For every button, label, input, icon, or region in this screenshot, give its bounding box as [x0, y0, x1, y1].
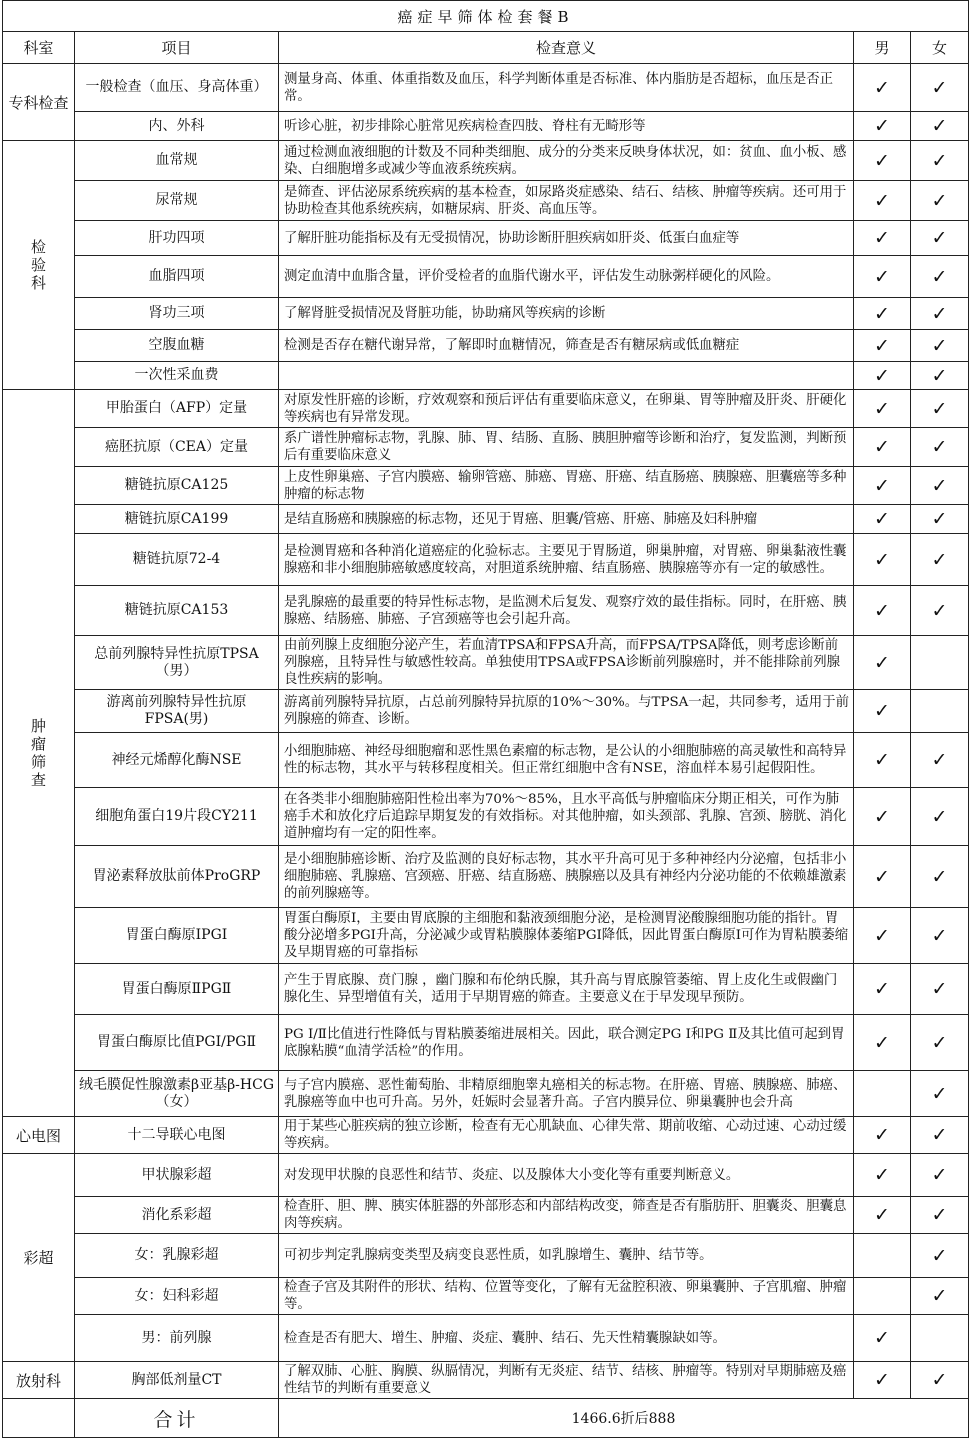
- table-row: [3, 298, 969, 330]
- department-cell: 放射科: [3, 1362, 75, 1399]
- female-check-cell: [911, 64, 969, 112]
- table-row: [3, 141, 969, 181]
- meaning-cell: 由前列腺上皮细胞分泌产生，若血清TPSA和FPSA升高，而FPSA/TPSA降低，则考虑诊断前列腺癌，且特异性与敏感性较高。单独使用TPSA或FPSA诊断前列腺癌时，并不能排除前列腺良性疾病的影响。: [279, 636, 854, 690]
- table-row: [3, 330, 969, 362]
- department-cell: 心电图: [3, 1117, 75, 1154]
- female-check-cell: [911, 428, 969, 467]
- checkmark-icon: ✓: [874, 1327, 890, 1349]
- checkmark-icon: ✓: [874, 1369, 890, 1391]
- checkmark-icon: ✓: [931, 1244, 948, 1267]
- female-check-cell: [911, 141, 969, 181]
- checkmark-icon: ✓: [931, 115, 948, 137]
- meaning-cell: 检查是否有肥大、增生、肿瘤、炎症、囊肿、结石、先天性精囊腺缺如等。: [279, 1315, 854, 1362]
- female-check-cell: [911, 505, 969, 534]
- male-check-cell: [854, 221, 911, 256]
- meaning-cell: 听诊心脏，初步排除心脏常见疾病检查四肢、脊柱有无畸形等: [279, 112, 854, 141]
- item-cell: 女：妇科彩超: [75, 1278, 279, 1315]
- meaning-cell: 检查子宫及其附件的形状、结构、位置等变化，了解有无盆腔积液、卵巢囊肿、子宫肌瘤、肿瘤等。: [279, 1278, 854, 1315]
- table-row: [3, 221, 969, 256]
- checkmark-icon: ✓: [931, 1124, 948, 1146]
- checkmark-icon: ✓: [931, 149, 948, 172]
- meaning-cell: 上皮性卵巢癌、子宫内膜癌、输卵管癌、肺癌、胃癌、肝癌、结直肠癌、胰腺癌、胆囊癌等多种肿瘤的标志物: [279, 467, 854, 505]
- meaning-cell: 胃蛋白酶原Ⅰ，主要由胃底腺的主细胞和黏液颈细胞分泌，是检测胃泌酸腺细胞功能的指针。胃酸分泌增多PGⅠ升高，分泌减少或胃粘膜腺体萎缩PGⅠ降低，因此胃蛋白酶原Ⅰ可作为胃粘膜萎缩及早期胃癌的可靠指标: [279, 908, 854, 964]
- male-check-cell: [854, 1154, 911, 1197]
- item-cell: 胃蛋白酶原ⅡPGⅡ: [75, 964, 279, 1015]
- checkmark-icon: ✓: [874, 149, 890, 172]
- checkmark-icon: ✓: [874, 1124, 890, 1146]
- male-check-cell: [854, 908, 911, 964]
- male-check-cell: [854, 64, 911, 112]
- header-item: 项目: [75, 32, 279, 64]
- table-row: [3, 362, 969, 390]
- item-cell: 内、外科: [75, 112, 279, 141]
- table-row: [3, 390, 969, 428]
- male-check-cell: [854, 390, 911, 428]
- item-cell: 空腹血糖: [75, 330, 279, 362]
- meaning-cell: 用于某些心脏疾病的独立诊断，检查有无心肌缺血、心律失常、期前收缩、心动过速、心动过缓等疾病。: [279, 1117, 854, 1154]
- item-cell: 肝功四项: [75, 221, 279, 256]
- checkmark-icon: ✓: [931, 508, 948, 530]
- item-cell: 肾功三项: [75, 298, 279, 330]
- item-cell: 绒毛膜促性腺激素β亚基β-HCG（女）: [75, 1071, 279, 1117]
- title-row: [3, 1, 969, 32]
- male-check-cell: [854, 181, 911, 221]
- checkmark-icon: ✓: [874, 436, 890, 458]
- checkmark-icon: ✓: [931, 397, 948, 420]
- male-check-cell: [854, 788, 911, 846]
- department-cell: 专科检查: [3, 64, 75, 141]
- checkmark-icon: ✓: [874, 189, 890, 212]
- female-check-cell: [911, 1015, 969, 1071]
- checkmark-icon: ✓: [931, 1082, 948, 1105]
- meaning-cell: 可初步判定乳腺病变类型及病变良恶性质，如乳腺增生、囊肿、结节等。: [279, 1234, 854, 1278]
- table-row: [3, 64, 969, 112]
- checkmark-icon: ✓: [931, 364, 948, 387]
- checkmark-icon: ✓: [874, 334, 890, 357]
- meaning-cell: 小细胞肺癌、神经母细胞瘤和恶性黑色素瘤的标志物，是公认的小细胞肺癌的高灵敏性和高特异性的标志物，其水平与转移程度相关。但正常红细胞中含有NSE，溶血样本易引起假阳性。: [279, 733, 854, 788]
- checkmark-icon: ✓: [874, 924, 890, 947]
- female-check-cell: [911, 1117, 969, 1154]
- female-check-cell: [911, 256, 969, 298]
- female-check-cell: [911, 636, 969, 690]
- header-dept: 科室: [3, 32, 75, 64]
- checkmark-icon: ✓: [874, 1164, 890, 1186]
- item-cell: 糖链抗原CA153: [75, 586, 279, 636]
- item-cell: 糖链抗原72-4: [75, 534, 279, 586]
- item-cell: 血常规: [75, 141, 279, 181]
- male-check-cell: [854, 1362, 911, 1399]
- checkmark-icon: ✓: [874, 115, 890, 137]
- meaning-cell: 是检测胃癌和各种消化道癌症的化验标志。主要见于胃肠道，卵巢肿瘤，对胃癌、卵巢黏液性囊腺癌和非小细胞肺癌敏感度较高，对胆道系统肿瘤、结直肠癌、胰腺癌等亦有一定的敏感性。: [279, 534, 854, 586]
- male-check-cell: [854, 1234, 911, 1278]
- checkmark-icon: ✓: [931, 924, 948, 947]
- table-row: [3, 1362, 969, 1399]
- item-cell: 糖链抗原CA199: [75, 505, 279, 534]
- total-spacer: [3, 1399, 75, 1438]
- female-check-cell: [911, 1278, 969, 1315]
- header-female: 女: [911, 32, 969, 64]
- meaning-cell: 通过检测血液细胞的计数及不同种类细胞、成分的分类来反映身体状况，如：贫血、血小板、感染、白细胞增多或减少等血液系统疾病。: [279, 141, 854, 181]
- table-row: [3, 467, 969, 505]
- table-body: [3, 64, 969, 1399]
- item-cell: 尿常规: [75, 181, 279, 221]
- table-row: [3, 1278, 969, 1315]
- table-row: [3, 964, 969, 1015]
- item-cell: 胃蛋白酶原比值PGⅠ/PGⅡ: [75, 1015, 279, 1071]
- table-row: [3, 1117, 969, 1154]
- item-cell: 女：乳腺彩超: [75, 1234, 279, 1278]
- meaning-cell: 检查肝、胆、脾、胰实体脏器的外部形态和内部结构改变，筛查是否有脂肪肝、胆囊炎、胆囊息肉等疾病。: [279, 1197, 854, 1234]
- female-check-cell: [911, 846, 969, 908]
- table-row: [3, 1315, 969, 1362]
- checkmark-icon: ✓: [931, 436, 948, 458]
- meaning-cell: PG Ⅰ/Ⅱ比值进行性降低与胃粘膜萎缩进展相关。因此，联合测定PG Ⅰ和PG Ⅱ及其比值可起到胃底腺粘膜“血清学活检”的作用。: [279, 1015, 854, 1071]
- female-check-cell: [911, 1197, 969, 1234]
- checkmark-icon: ✓: [874, 805, 890, 828]
- table-row: [3, 112, 969, 141]
- table-row: [3, 1071, 969, 1117]
- checkmark-icon: ✓: [874, 749, 890, 771]
- checkmark-icon: ✓: [931, 805, 948, 828]
- checkmark-icon: ✓: [931, 1204, 948, 1226]
- male-check-cell: [854, 467, 911, 505]
- item-cell: 男：前列腺: [75, 1315, 279, 1362]
- female-check-cell: [911, 964, 969, 1015]
- meaning-cell: 对发现甲状腺的良恶性和结节、炎症、以及腺体大小变化等有重要判断意义。: [279, 1154, 854, 1197]
- female-check-cell: [911, 586, 969, 636]
- male-check-cell: [854, 534, 911, 586]
- item-cell: 游离前列腺特异性抗原FPSA(男): [75, 690, 279, 733]
- checkmark-icon: ✓: [931, 1285, 948, 1307]
- checkmark-icon: ✓: [874, 1031, 890, 1054]
- meaning-cell: 是乳腺癌的最重要的特异性标志物，是监测术后复发、观察疗效的最佳指标。同时，在肝癌、胰腺癌、结肠癌、肺癌、子宫颈癌等也会引起升高。: [279, 586, 854, 636]
- female-check-cell: [911, 733, 969, 788]
- table-row: [3, 181, 969, 221]
- male-check-cell: [854, 1071, 911, 1117]
- checkmark-icon: ✓: [931, 1164, 948, 1186]
- female-check-cell: [911, 362, 969, 390]
- meaning-cell: 测定血清中血脂含量，评价受检者的血脂代谢水平，评估发生动脉粥样硬化的风险。: [279, 256, 854, 298]
- female-check-cell: [911, 788, 969, 846]
- female-check-cell: [911, 298, 969, 330]
- male-check-cell: [854, 846, 911, 908]
- total-label: 合计: [75, 1399, 279, 1438]
- male-check-cell: [854, 1315, 911, 1362]
- checkmark-icon: ✓: [874, 474, 890, 497]
- meaning-cell: 对原发性肝癌的诊断，疗效观察和预后评估有重要临床意义，在卵巢、胃等肿瘤及肝炎、肝硬化等疾病也有异常发现。: [279, 390, 854, 428]
- checkmark-icon: ✓: [931, 548, 948, 571]
- checkmark-icon: ✓: [931, 189, 948, 212]
- meaning-cell: 测量身高、体重、体重指数及血压，科学判断体重是否标准、体内脂肪是否超标，血压是否正常。: [279, 64, 854, 112]
- checkmark-icon: ✓: [931, 599, 948, 622]
- meaning-cell: 是结直肠癌和胰腺癌的标志物，还见于胃癌、胆囊/管癌、肝癌、肺癌及妇科肿瘤: [279, 505, 854, 534]
- female-check-cell: [911, 690, 969, 733]
- checkmark-icon: ✓: [874, 700, 890, 722]
- meaning-cell: 系广谱性肿瘤标志物，乳腺、肺、胃、结肠、直肠、胰胆肿瘤等诊断和治疗，复发监测，判断预后有重要临床意义: [279, 428, 854, 467]
- male-check-cell: [854, 362, 911, 390]
- table-title: 癌症早筛体检套餐B: [3, 1, 969, 32]
- item-cell: 甲状腺彩超: [75, 1154, 279, 1197]
- female-check-cell: [911, 112, 969, 141]
- male-check-cell: [854, 330, 911, 362]
- meaning-cell: 了解肝脏功能指标及有无受损情况，协助诊断肝胆疾病如肝炎、低蛋白血症等: [279, 221, 854, 256]
- department-cell: 检验科: [3, 141, 75, 390]
- male-check-cell: [854, 428, 911, 467]
- checkmark-icon: ✓: [874, 599, 890, 622]
- table-row: [3, 534, 969, 586]
- checkmark-icon: ✓: [874, 227, 890, 249]
- meaning-cell: 是筛查、评估泌尿系统疾病的基本检查，如尿路炎症感染、结石、结核、肿瘤等疾病。还可用于协助检查其他系统疾病，如糖尿病、肝炎、高血压等。: [279, 181, 854, 221]
- female-check-cell: [911, 908, 969, 964]
- meaning-cell: 产生于胃底腺、贲门腺 ，幽门腺和布伦纳氏腺，其升高与胃底腺管萎缩、胃上皮化生或假幽门腺化生、异型增值有关，适用于早期胃癌的筛查。主要意义在于早发现早预防。: [279, 964, 854, 1015]
- item-cell: 胸部低剂量CT: [75, 1362, 279, 1399]
- item-cell: 细胞角蛋白19片段CY211: [75, 788, 279, 846]
- checkmark-icon: ✓: [874, 508, 890, 530]
- female-check-cell: [911, 1362, 969, 1399]
- male-check-cell: [854, 733, 911, 788]
- female-check-cell: [911, 181, 969, 221]
- item-cell: 糖链抗原CA125: [75, 467, 279, 505]
- female-check-cell: [911, 330, 969, 362]
- checkmark-icon: ✓: [931, 865, 948, 888]
- checkmark-icon: ✓: [931, 1031, 948, 1054]
- checkmark-icon: ✓: [931, 334, 948, 357]
- checkmark-icon: ✓: [874, 1204, 890, 1226]
- table-row: [3, 1234, 969, 1278]
- meaning-cell: 与子宫内膜癌、恶性葡萄胎、非精原细胞睾丸癌相关的标志物。在肝癌、胃癌、胰腺癌、肺癌、乳腺癌等血中也可升高。另外，妊娠时会显著升高。子宫内膜异位、卵巢囊肿也会升高: [279, 1071, 854, 1117]
- checkmark-icon: ✓: [874, 548, 890, 571]
- item-cell: 总前列腺特异性抗原TPSA（男）: [75, 636, 279, 690]
- exam-package-table: [2, 0, 969, 1438]
- male-check-cell: [854, 636, 911, 690]
- meaning-cell: [279, 362, 854, 390]
- male-check-cell: [854, 1015, 911, 1071]
- table-row: [3, 1197, 969, 1234]
- male-check-cell: [854, 1278, 911, 1315]
- meaning-cell: 了解肾脏受损情况及肾脏功能，协助痛风等疾病的诊断: [279, 298, 854, 330]
- male-check-cell: [854, 505, 911, 534]
- table-row: [3, 908, 969, 964]
- item-cell: 神经元烯醇化酶NSE: [75, 733, 279, 788]
- table-row: [3, 636, 969, 690]
- male-check-cell: [854, 1197, 911, 1234]
- checkmark-icon: ✓: [874, 865, 890, 888]
- checkmark-icon: ✓: [874, 76, 890, 99]
- department-cell: 肿瘤筛查: [3, 390, 75, 1117]
- checkmark-icon: ✓: [931, 76, 948, 99]
- item-cell: 胃泌素释放肽前体ProGRP: [75, 846, 279, 908]
- item-cell: 甲胎蛋白（AFP）定量: [75, 390, 279, 428]
- total-row: [3, 1399, 969, 1438]
- male-check-cell: [854, 586, 911, 636]
- table-row: [3, 428, 969, 467]
- table-row: [3, 256, 969, 298]
- item-cell: 血脂四项: [75, 256, 279, 298]
- female-check-cell: [911, 1234, 969, 1278]
- female-check-cell: [911, 221, 969, 256]
- meaning-cell: 是小细胞肺癌诊断、治疗及监测的良好标志物，其水平升高可见于多种神经内分泌瘤，包括非小细胞肺癌、乳腺癌、宫颈癌、肝癌、结直肠癌、胰腺癌以及具有神经内分泌功能的不依赖雄激素的前列腺癌等。: [279, 846, 854, 908]
- department-cell: 彩超: [3, 1154, 75, 1362]
- item-cell: 消化系彩超: [75, 1197, 279, 1234]
- checkmark-icon: ✓: [931, 749, 948, 771]
- meaning-cell: 了解双肺、心脏、胸膜、纵膈情况，判断有无炎症、结节、结核、肿瘤等。特别对早期肺癌及癌性结节的判断有重要意义: [279, 1362, 854, 1399]
- female-check-cell: [911, 1071, 969, 1117]
- checkmark-icon: ✓: [931, 227, 948, 249]
- checkmark-icon: ✓: [931, 1369, 948, 1391]
- table-row: [3, 788, 969, 846]
- meaning-cell: 在各类非小细胞肺癌阳性检出率为70%～85%，且水平高低与肿瘤临床分期正相关，可作为肺癌手术和放化疗后追踪早期复发的有效指标。对其他肿瘤，如头颈部、乳腺、宫颈、膀胱、消化道肿瘤均有一定的阳性率。: [279, 788, 854, 846]
- checkmark-icon: ✓: [874, 302, 890, 325]
- item-cell: 胃蛋白酶原ⅠPGⅠ: [75, 908, 279, 964]
- male-check-cell: [854, 690, 911, 733]
- meaning-cell: 游离前列腺特异抗原，占总前列腺特异抗原的10%～30%。与TPSA一起，共同参考，适用于前列腺癌的筛查、诊断。: [279, 690, 854, 733]
- female-check-cell: [911, 1154, 969, 1197]
- header-male: 男: [854, 32, 911, 64]
- female-check-cell: [911, 534, 969, 586]
- female-check-cell: [911, 1315, 969, 1362]
- male-check-cell: [854, 964, 911, 1015]
- table-row: [3, 733, 969, 788]
- male-check-cell: [854, 141, 911, 181]
- male-check-cell: [854, 112, 911, 141]
- male-check-cell: [854, 256, 911, 298]
- checkmark-icon: ✓: [931, 474, 948, 497]
- meaning-cell: 检测是否存在糖代谢异常，了解即时血糖情况，筛查是否有糖尿病或低血糖症: [279, 330, 854, 362]
- checkmark-icon: ✓: [931, 302, 948, 325]
- header-meaning: 检查意义: [279, 32, 854, 64]
- table-row: [3, 690, 969, 733]
- table-row: [3, 1015, 969, 1071]
- male-check-cell: [854, 1117, 911, 1154]
- female-check-cell: [911, 467, 969, 505]
- checkmark-icon: ✓: [874, 651, 890, 674]
- checkmark-icon: ✓: [874, 397, 890, 420]
- item-cell: 十二导联心电图: [75, 1117, 279, 1154]
- table-row: [3, 505, 969, 534]
- item-cell: 一般检查（血压、身高体重）: [75, 64, 279, 112]
- checkmark-icon: ✓: [931, 265, 948, 288]
- table-row: [3, 846, 969, 908]
- header-row: [3, 32, 969, 64]
- checkmark-icon: ✓: [874, 978, 890, 1000]
- table-row: [3, 1154, 969, 1197]
- checkmark-icon: ✓: [874, 265, 890, 288]
- female-check-cell: [911, 390, 969, 428]
- male-check-cell: [854, 298, 911, 330]
- item-cell: 一次性采血费: [75, 362, 279, 390]
- item-cell: 癌胚抗原（CEA）定量: [75, 428, 279, 467]
- checkmark-icon: ✓: [874, 364, 890, 387]
- checkmark-icon: ✓: [931, 978, 948, 1000]
- table-row: [3, 586, 969, 636]
- total-price: 1466.6折后888: [279, 1399, 969, 1438]
